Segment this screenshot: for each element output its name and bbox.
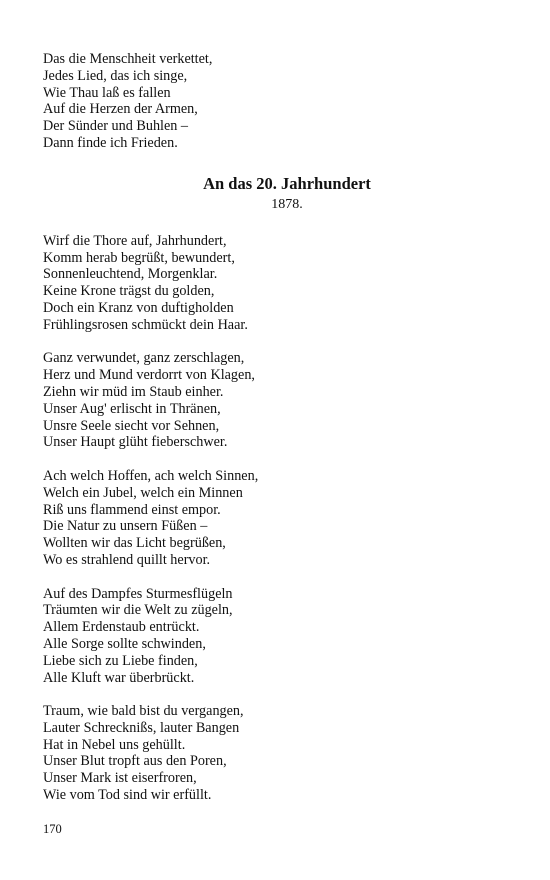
verse-line: Auf des Dampfes Sturmesflügeln xyxy=(43,585,233,602)
verse-line: Herz und Mund verdorrt von Klagen, xyxy=(43,367,255,384)
verse-line: Der Sünder und Buhlen – xyxy=(43,118,189,135)
verse-line: Frühlingsrosen schmückt dein Haar. xyxy=(43,316,248,333)
verse-line: Komm herab begrüßt, bewundert, xyxy=(43,249,235,266)
verse-line: Wie Thau laß es fallen xyxy=(43,84,171,101)
verse-line: Doch ein Kranz von duftigholden xyxy=(43,299,234,316)
verse-line: Allem Erdenstaub entrückt. xyxy=(43,619,200,636)
verse-line: Welch ein Jubel, welch ein Minnen xyxy=(43,484,243,501)
opening-stanza xyxy=(43,51,507,152)
poem-stanza-5 xyxy=(43,703,507,804)
poem-stanza-3 xyxy=(43,468,507,569)
page-number: 170 xyxy=(43,822,62,836)
poem-stanza-2 xyxy=(43,350,507,451)
verse-line: Hat in Nebel uns gehüllt. xyxy=(43,736,186,753)
verse-line: Wollten wir das Licht begrüßen, xyxy=(43,535,226,552)
verse-line: Wirf die Thore auf, Jahrhundert, xyxy=(43,232,227,249)
poem-year: 1878. xyxy=(271,196,303,212)
verse-line: Unser Blut tropft aus den Poren, xyxy=(43,753,227,770)
verse-line: Keine Krone trägst du golden, xyxy=(43,283,215,300)
verse-line: Wo es strahlend quillt hervor. xyxy=(43,551,211,568)
verse-line: Lauter Schrecknißs, lauter Bangen xyxy=(43,719,240,736)
verse-line: Ziehn wir müd im Staub einher. xyxy=(43,383,224,400)
stanza-gap xyxy=(43,334,507,351)
verse-line: Dann finde ich Frieden. xyxy=(43,134,178,151)
verse-line: Alle Sorge sollte schwinden, xyxy=(43,635,206,652)
poem-stanza-4 xyxy=(43,586,507,687)
verse-line: Ganz verwundet, ganz zerschlagen, xyxy=(43,350,245,367)
stanza-gap xyxy=(43,569,507,586)
verse-line: Riß uns flammend einst empor. xyxy=(43,501,221,518)
verse-line: Auf die Herzen der Armen, xyxy=(43,101,198,118)
verse-line: Unsre Seele siecht vor Sehnen, xyxy=(43,417,220,434)
verse-line: Träumten wir die Welt zu zügeln, xyxy=(43,602,233,619)
verse-line: Sonnenleuchtend, Morgenklar. xyxy=(43,266,218,283)
verse-line: Alle Kluft war überbrückt. xyxy=(43,669,195,686)
verse-line: Unser Mark ist eiserfroren, xyxy=(43,770,197,787)
verse-line: Wie vom Tod sind wir erfüllt. xyxy=(43,787,212,804)
verse-line: Jedes Lied, das ich singe, xyxy=(43,67,188,84)
verse-line: Traum, wie bald bist du vergangen, xyxy=(43,703,244,720)
verse-line: Das die Menschheit verkettet, xyxy=(43,51,213,67)
verse-line: Unser Haupt glüht fieberschwer. xyxy=(43,434,228,451)
stanza-gap xyxy=(43,451,507,468)
verse-line: Die Natur zu unsern Füßen – xyxy=(43,518,208,535)
poem-title: An das 20. Jahrhundert xyxy=(203,173,371,193)
stanza-gap xyxy=(43,686,507,703)
page-body xyxy=(43,51,507,804)
verse-line: Unser Aug' erlischt in Thränen, xyxy=(43,400,221,417)
poem-stanza-1 xyxy=(43,233,507,334)
verse-line: Liebe sich zu Liebe finden, xyxy=(43,652,198,669)
verse-line: Ach welch Hoffen, ach welch Sinnen, xyxy=(43,467,259,484)
